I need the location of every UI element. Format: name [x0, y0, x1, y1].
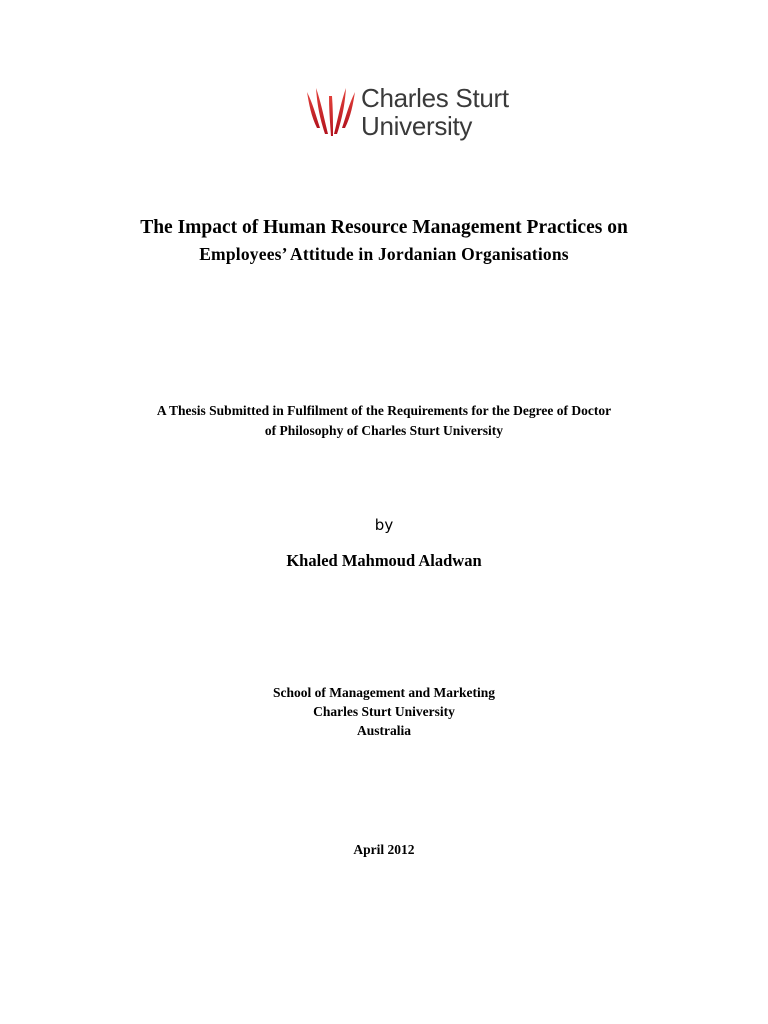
logo-wordmark: [361, 84, 509, 140]
submission-statement: [0, 401, 768, 441]
logo-line-2: University: [361, 111, 473, 141]
university-logo: [305, 84, 525, 140]
submission-line-2: of Philosophy of Charles Sturt University: [264, 423, 504, 438]
by-label: by: [374, 516, 394, 534]
logo-line-1: Charles Sturt: [361, 83, 509, 113]
tulip-flame-logo-icon: [305, 86, 357, 138]
submission-date: April 2012: [353, 842, 415, 857]
university-name: Charles Sturt University: [313, 704, 455, 719]
submission-line-1: A Thesis Submitted in Fulfilment of the Requirements for the Degree of Doctor: [156, 403, 612, 418]
country-name: Australia: [357, 723, 411, 738]
thesis-title-line-2: Employees’ Attitude in Jordanian Organisations: [199, 244, 569, 264]
author-name: Khaled Mahmoud Aladwan: [286, 551, 482, 570]
school-name: School of Management and Marketing: [273, 685, 495, 700]
affiliation-block: [0, 683, 768, 740]
thesis-title-line-1: The Impact of Human Resource Management Practices on: [140, 217, 628, 238]
